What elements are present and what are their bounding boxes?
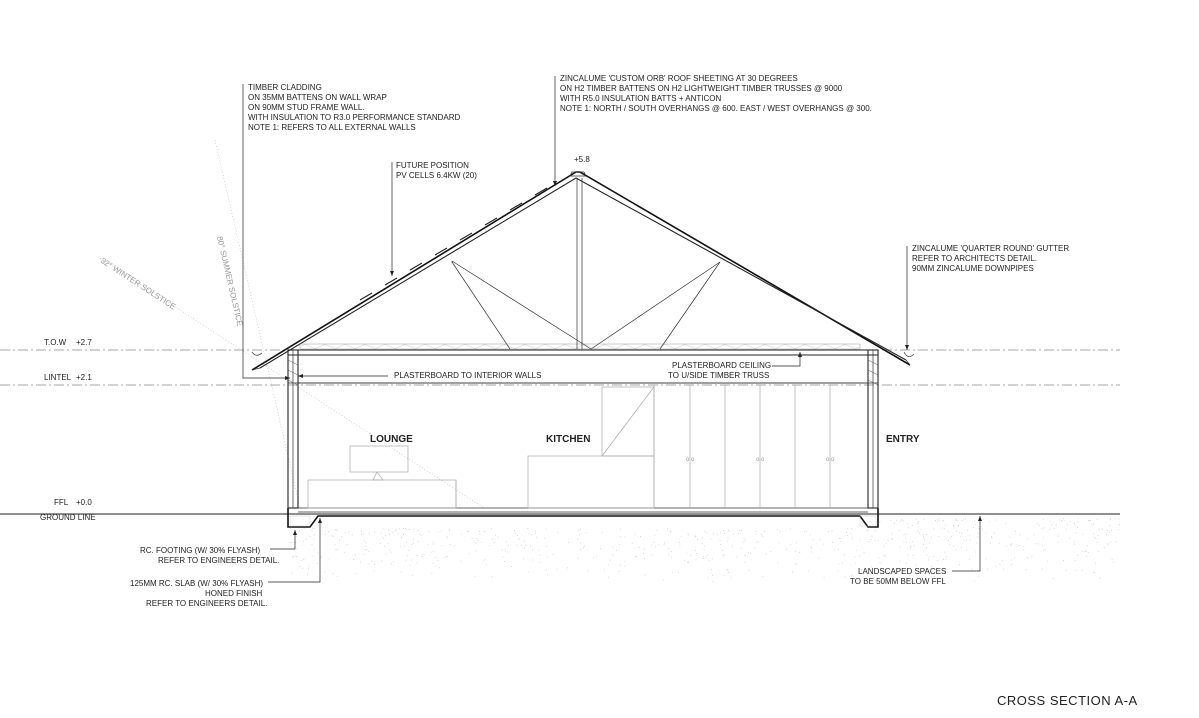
svg-text:ZINCALUME 'QUARTER ROUND' GUTT: ZINCALUME 'QUARTER ROUND' GUTTER <box>912 244 1070 253</box>
room-entry: ENTRY <box>886 434 920 445</box>
svg-text:o o: o o <box>686 457 695 463</box>
svg-text:RC. FOOTING (W/ 30% FLYASH): RC. FOOTING (W/ 30% FLYASH) <box>140 546 261 555</box>
svg-text:o o: o o <box>826 457 835 463</box>
ground-stipple <box>290 518 1120 582</box>
summer-solstice-line <box>215 140 300 508</box>
lintel-value: +2.1 <box>76 373 92 382</box>
svg-text:PLASTERBOARD CEILING: PLASTERBOARD CEILING <box>672 361 772 370</box>
svg-text:TIMBER CLADDING: TIMBER CLADDING <box>248 83 322 92</box>
note-footing <box>140 530 297 565</box>
svg-text:TO BE 50MM BELOW FFL: TO BE 50MM BELOW FFL <box>850 577 946 586</box>
note-cladding <box>243 83 461 380</box>
note-gutter <box>905 244 1069 350</box>
svg-text:PLASTERBOARD TO INTERIOR WALLS: PLASTERBOARD TO INTERIOR WALLS <box>394 371 542 380</box>
svg-text:ZINCALUME 'CUSTOM ORB' ROOF SH: ZINCALUME 'CUSTOM ORB' ROOF SHEETING AT 30 DEGREES <box>560 74 798 83</box>
room-lounge: LOUNGE <box>370 434 413 445</box>
ffl-label: FFL <box>54 498 69 507</box>
svg-text:ON 35MM BATTENS ON WALL WRAP: ON 35MM BATTENS ON WALL WRAP <box>248 93 387 102</box>
svg-text:REFER TO ENGINEERS DETAIL.: REFER TO ENGINEERS DETAIL. <box>158 556 280 565</box>
svg-text:o o: o o <box>756 457 765 463</box>
ground-line-label: GROUND LINE <box>40 513 96 522</box>
lintel-label: LINTEL <box>44 373 72 382</box>
svg-text:WITH R5.0 INSULATION BATTS + A: WITH R5.0 INSULATION BATTS + ANTICON <box>560 94 722 103</box>
roof <box>252 172 914 383</box>
svg-text:REFER TO ENGINEERS DETAIL.: REFER TO ENGINEERS DETAIL. <box>146 599 268 608</box>
summer-solstice-label: 80° SUMMER SOLSTICE <box>215 235 245 327</box>
tow-label: T.O.W <box>44 338 67 347</box>
svg-text:HONED FINISH: HONED FINISH <box>205 589 263 598</box>
svg-text:NOTE 1: NORTH / SOUTH OVERHANG: NOTE 1: NORTH / SOUTH OVERHANGS @ 600. EAST / WEST OVERHANGS @ 300. <box>560 104 872 113</box>
svg-text:FUTURE POSITION: FUTURE POSITION <box>396 161 469 170</box>
slab-footing <box>288 508 878 527</box>
drawing-title: CROSS SECTION A-A <box>997 693 1138 708</box>
tow-value: +2.7 <box>76 338 92 347</box>
svg-text:WITH INSULATION TO R3.0 PERFOR: WITH INSULATION TO R3.0 PERFORMANCE STANDARD <box>248 113 461 122</box>
svg-text:90MM ZINCALUME DOWNPIPES: 90MM ZINCALUME DOWNPIPES <box>912 264 1034 273</box>
ridge-level: +5.8 <box>574 155 590 164</box>
svg-text:ON 90MM STUD FRAME WALL.: ON 90MM STUD FRAME WALL. <box>248 103 365 112</box>
winter-solstice-label: 32° WINTER SOLSTICE <box>98 256 178 312</box>
svg-text:TO U/SIDE TIMBER TRUSS: TO U/SIDE TIMBER TRUSS <box>668 371 770 380</box>
room-kitchen: KITCHEN <box>546 434 591 445</box>
svg-text:LANDSCAPED SPACES: LANDSCAPED SPACES <box>858 567 947 576</box>
note-plasterboard-ceiling <box>668 352 802 380</box>
svg-text:NOTE 1: REFERS TO ALL EXTERNAL: NOTE 1: REFERS TO ALL EXTERNAL WALLS <box>248 123 416 132</box>
external-walls <box>288 350 878 508</box>
note-plasterboard-walls <box>298 371 541 380</box>
ffl-value: +0.0 <box>76 498 92 507</box>
svg-text:ON H2 TIMBER BATTENS ON H2 LIG: ON H2 TIMBER BATTENS ON H2 LIGHTWEIGHT TIMBER TRUSSES @ 9000 <box>560 84 843 93</box>
note-roof <box>553 74 872 186</box>
interior-elevations <box>298 383 868 508</box>
svg-text:PV CELLS 6.4KW (20): PV CELLS 6.4KW (20) <box>396 171 477 180</box>
svg-text:REFER TO ARCHITECTS DETAIL.: REFER TO ARCHITECTS DETAIL. <box>912 254 1037 263</box>
svg-text:125MM RC. SLAB (W/ 30% FLYASH): 125MM RC. SLAB (W/ 30% FLYASH) <box>130 579 264 588</box>
